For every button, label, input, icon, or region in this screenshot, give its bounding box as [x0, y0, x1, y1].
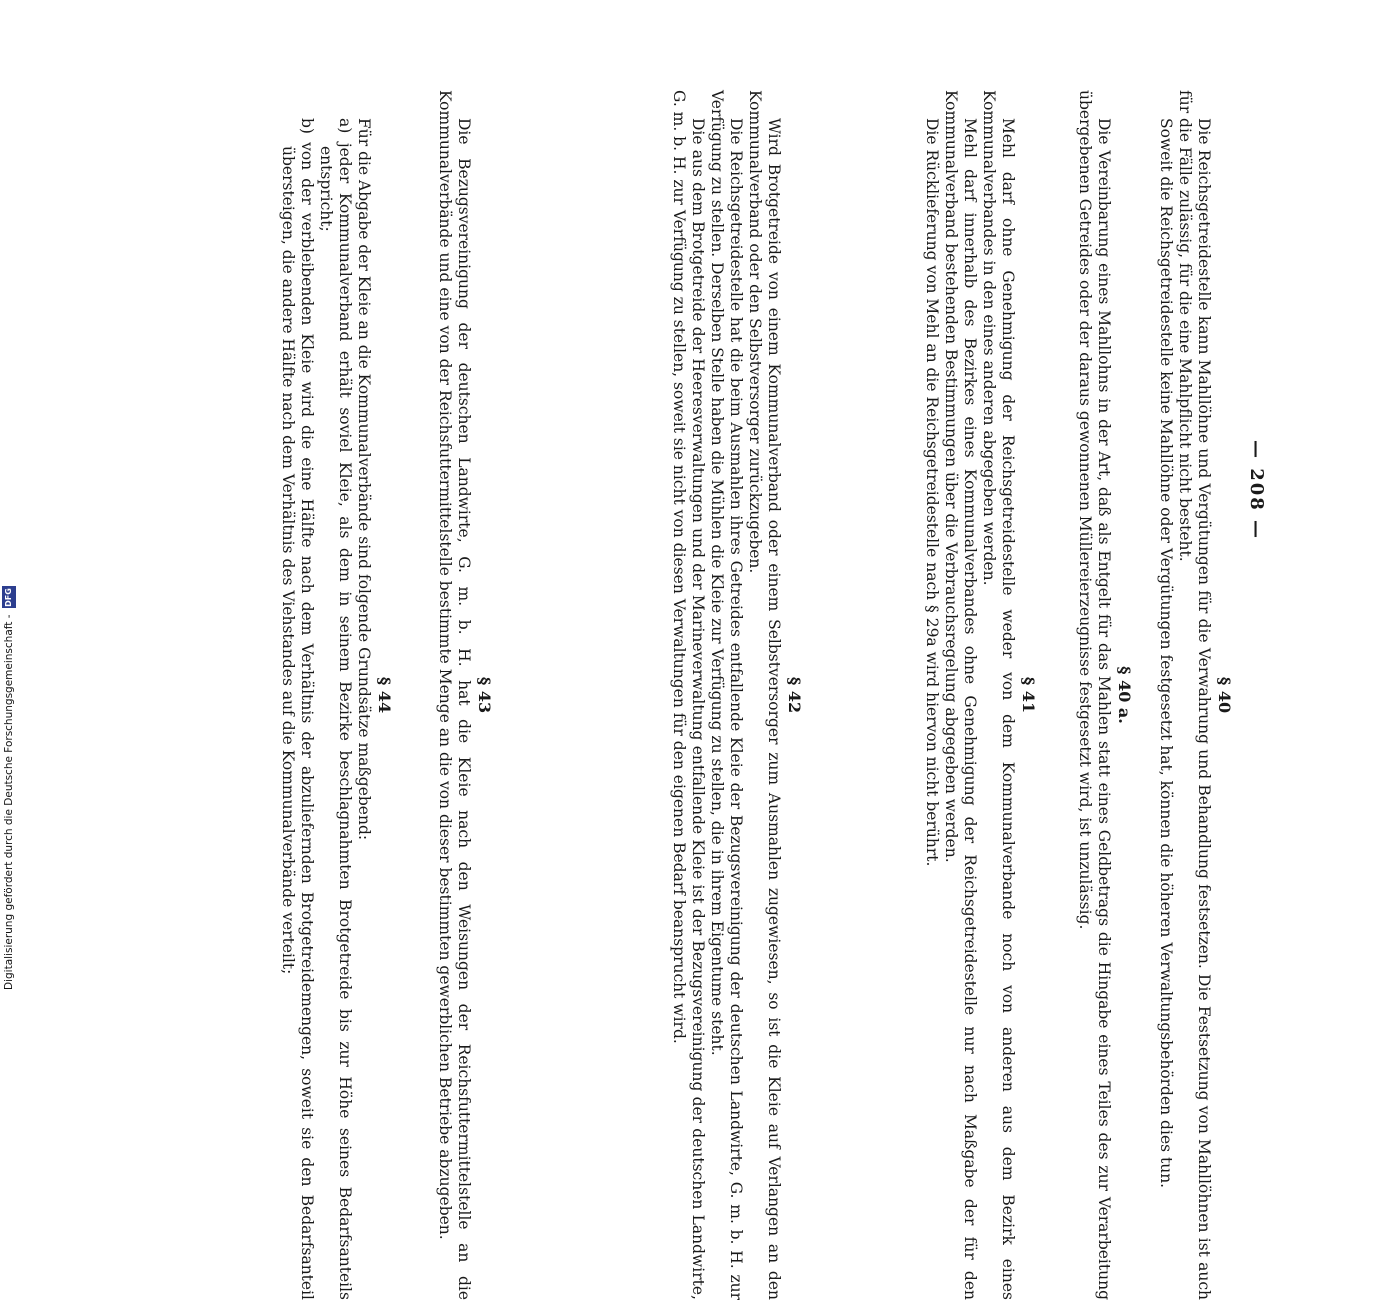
digitization-credit — [0, 0, 18, 990]
paragraph: Wird Brotgetreide von einem Kommunalverband oder einem Selbstversorger zum Ausmahlen zugewiesen, so ist die Kleie auf Verlangen an den Kommunalverband oder den Selbstversorger zurückzugeben. — [746, 90, 783, 1300]
section-40a — [1075, 90, 1135, 1300]
list-item: b) von der verbleibenden Kleie wird die eine Hälfte nach dem Verhältnis der abzuliefernden Brotgetreidemengen, soweit sie den Bedarfsanteil übersteigen, die andere Hälfte nach dem Verhältnis des Viehstandes auf die Kommunalverbände verteilt; — [279, 118, 316, 1300]
paragraph: Die Rücklieferung von Mehl an die Reichsgetreidestelle nach § 29a wird hiervon nicht berührt. — [923, 118, 941, 867]
paragraph: Die Bezugsvereinigung der deutschen Landwirte, G. m. b. H. hat die Kleie nach den Weisungen der Reichsfuttermittelstelle an die Kommunalverbände und eine von der Reichsfuttermittelstelle bestimmte Menge an die von dieser bestimmten gewerblichen Betriebe abzugeben. — [436, 90, 473, 1300]
section-heading: § 40 a. — [1115, 666, 1134, 724]
section-44 — [278, 90, 395, 1300]
section-41 — [922, 90, 1039, 1300]
document-page — [0, 50, 1275, 1300]
paragraph: Die Reichsgetreidestelle hat die beim Ausmahlen ihres Getreides entfallende Kleie der Bezugsvereinigung der deutschen Landwirte, G. m. b. H. zur Verfügung zu stellen. Derselben Stelle haben die Mühlen die Kleie zur Verfügung zu stellen, die in ihrem Eigentume steht. — [708, 90, 745, 1300]
list-item: a) jeder Kommunalverband erhält soviel Kleie, als dem in seinem Bezirke beschlagnahmten Brotgetreide bis zur Höhe seines Bedarfsanteils entspricht; — [317, 118, 354, 1300]
paragraph: Mehl darf ohne Genehmigung der Reichsgetreidestelle weder von dem Kommunalverbande noch von anderen aus dem Bezirk eines Kommunalverbandes in den eines anderen abgegeben werden. — [980, 90, 1017, 1300]
dfg-logo: DFG — [2, 586, 16, 608]
paragraph: Soweit die Reichsgetreidestelle keine Mahllöhne oder Vergütungen festgesetzt hat, können die höheren Verwaltungsbehörden dies tun. — [1157, 118, 1175, 1189]
page-number: — 208 — — [1246, 439, 1267, 541]
paragraph: Die Reichsgetreidestelle kann Mahllöhne und Vergütungen für die Verwahrung und Behandlung festsetzen. Die Festsetzung von Mahllöhnen ist auch für die Fälle zulässig, für die eine Mahlpflicht nicht besteht. — [1176, 90, 1213, 1300]
section-heading: § 43 — [475, 676, 494, 714]
section-heading: § 42 — [785, 676, 804, 714]
paragraph: Die aus dem Brotgetreide der Heeresverwaltungen und der Marineverwaltung entfallende Kleie ist der Bezugsvereinigung der deutschen Landwirte, G. m. b. H. zur Verfügung zu stellen, soweit sie nicht von diesen Verwaltungen für den eigenen Bedarf beansprucht wird. — [670, 90, 707, 1300]
paragraph: Für die Abgabe der Kleie an die Kommunalverbände sind folgende Grundsätze maßgebend: — [355, 118, 373, 841]
section-43 — [435, 90, 495, 1300]
section-heading: § 41 — [1019, 676, 1038, 714]
paragraph: Mehl darf innerhalb des Bezirkes eines Kommunalverbandes ohne Genehmigung der Reichsgetreidestelle nur nach Maßgabe der für den Kommunalverband bestehenden Bestimmungen über die Verbrauchsregelung abgegeben werden. — [942, 90, 979, 1300]
credit-text: Digitalisierung gefördert durch die Deutsche Forschungsgemeinschaft - — [3, 614, 15, 990]
section-heading: § 44 — [375, 676, 394, 714]
section-40 — [1156, 90, 1235, 1300]
section-42 — [669, 90, 805, 1300]
paragraph: Die Vereinbarung eines Mahllohns in der Art, daß als Entgelt für das Mahlen statt eines Geldbetrags die Hingabe eines Teiles des zur Verarbeitung übergebenen Getreides oder der daraus gewonnenen Müllereierzeugnisse festgesetzt wird, ist unzulässig. — [1076, 90, 1113, 1300]
section-heading: § 40 — [1215, 676, 1234, 714]
